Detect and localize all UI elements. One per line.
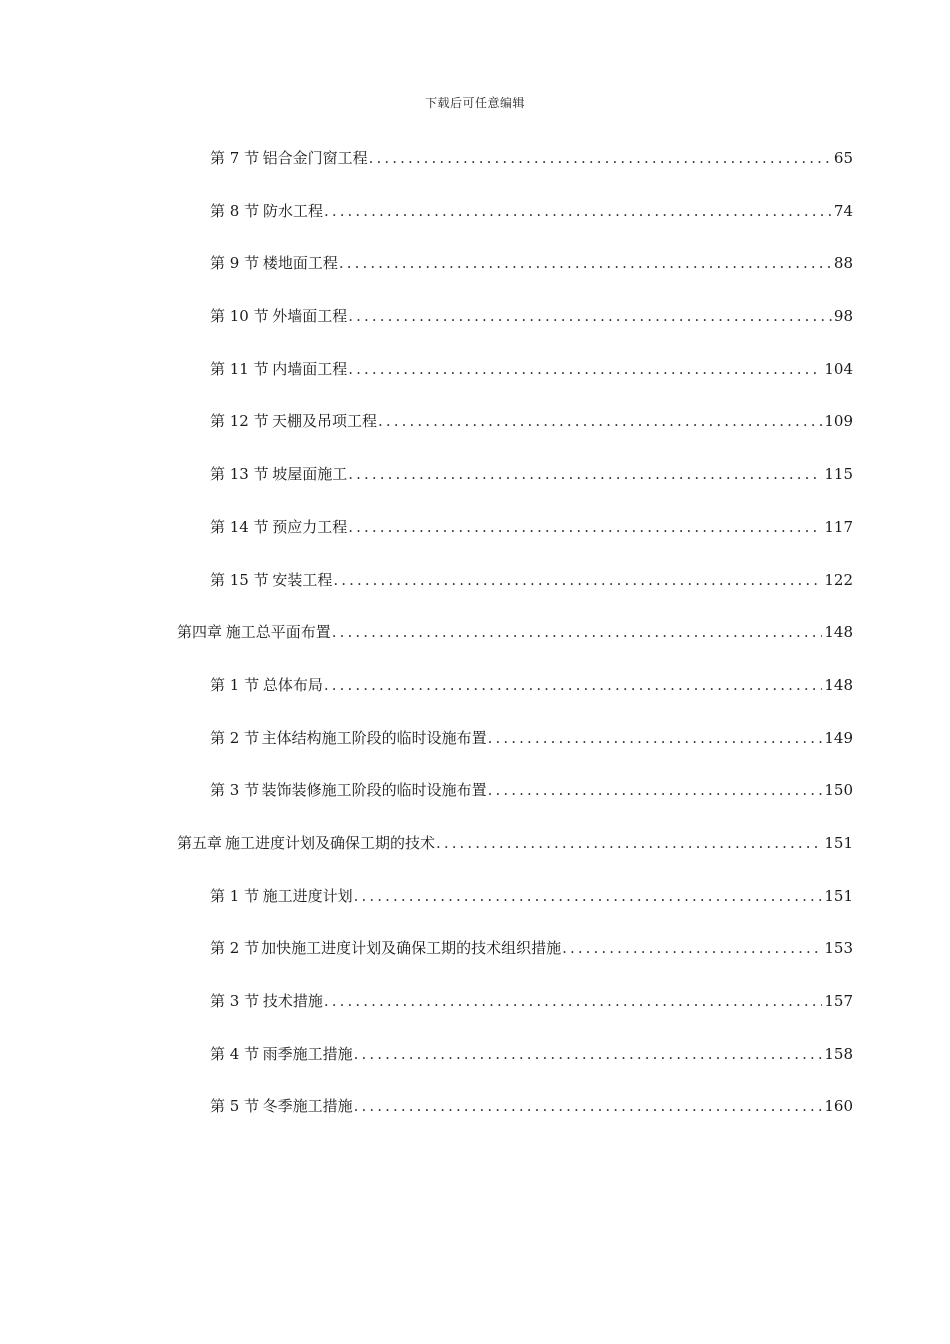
toc-entry-title: 防水工程 bbox=[262, 201, 323, 220]
toc-entry-title: 雨季施工措施 bbox=[262, 1044, 353, 1063]
toc-section-entry[interactable] bbox=[0, 568, 950, 621]
toc-section-entry[interactable] bbox=[0, 673, 950, 726]
toc-page-number: 158 bbox=[824, 1044, 853, 1063]
toc-entry-number: 第 7 节 bbox=[210, 149, 260, 167]
toc-entry-title: 铝合金门窗工程 bbox=[262, 149, 368, 167]
toc-section-entry[interactable] bbox=[0, 462, 950, 515]
toc-entry-number: 第 5 节 bbox=[210, 1097, 260, 1116]
toc-entry-line bbox=[210, 304, 853, 328]
toc-section-entry[interactable] bbox=[0, 726, 950, 779]
toc-section-entry[interactable] bbox=[0, 989, 950, 1042]
toc-chapter-entry[interactable] bbox=[0, 620, 950, 673]
toc-entry-title: 预应力工程 bbox=[272, 517, 348, 536]
toc-dot-leader bbox=[348, 462, 822, 486]
toc-entry-line bbox=[210, 884, 853, 908]
toc-entry-title: 楼地面工程 bbox=[262, 254, 338, 273]
toc-dot-leader bbox=[369, 146, 832, 170]
toc-entry-number: 第 1 节 bbox=[210, 886, 260, 905]
toc-page-number: 115 bbox=[824, 465, 853, 484]
toc-entry-number: 第 9 节 bbox=[210, 254, 260, 273]
toc-section-entry[interactable] bbox=[0, 146, 950, 199]
toc-page-number: 74 bbox=[833, 201, 853, 220]
toc-entry-number: 第 2 节 bbox=[210, 939, 260, 958]
toc-entry-line bbox=[210, 726, 853, 750]
toc-entry-number: 第 8 节 bbox=[210, 201, 260, 220]
toc-entry-line bbox=[210, 778, 853, 802]
toc-entry-number: 第 15 节 bbox=[210, 570, 269, 589]
toc-entry-line bbox=[210, 1094, 853, 1118]
toc-section-entry[interactable] bbox=[0, 1094, 950, 1147]
toc-section-entry[interactable] bbox=[0, 357, 950, 410]
toc-dot-leader bbox=[436, 831, 822, 855]
toc-entry-number: 第 1 节 bbox=[210, 675, 260, 694]
toc-entry-title: 外墙面工程 bbox=[272, 307, 348, 326]
toc-page-number: 149 bbox=[824, 728, 853, 747]
toc-dot-leader bbox=[354, 884, 823, 908]
table-of-contents bbox=[0, 146, 950, 1147]
toc-entry-number: 第 2 节 bbox=[210, 728, 260, 747]
toc-page-number: 117 bbox=[824, 517, 853, 536]
toc-dot-leader bbox=[324, 199, 832, 223]
toc-page-number: 65 bbox=[833, 149, 853, 167]
toc-dot-leader bbox=[339, 251, 832, 275]
toc-entry-number: 第 4 节 bbox=[210, 1044, 260, 1063]
toc-entry-line bbox=[210, 989, 853, 1013]
toc-dot-leader bbox=[378, 409, 822, 433]
toc-entry-title: 天棚及吊项工程 bbox=[271, 412, 377, 431]
toc-dot-leader bbox=[488, 726, 823, 750]
toc-entry-line bbox=[210, 1042, 853, 1066]
toc-page-number: 150 bbox=[824, 781, 853, 800]
toc-page-number: 98 bbox=[833, 307, 853, 326]
toc-page-number: 148 bbox=[824, 623, 853, 642]
toc-page-number: 122 bbox=[824, 570, 853, 589]
toc-entry-line bbox=[210, 462, 853, 486]
toc-page-number: 88 bbox=[833, 254, 853, 273]
toc-section-entry[interactable] bbox=[0, 409, 950, 462]
toc-entry-line bbox=[177, 831, 853, 855]
toc-entry-title: 坡屋面施工 bbox=[272, 465, 348, 484]
toc-dot-leader bbox=[324, 673, 822, 697]
toc-entry-title: 施工总平面布置 bbox=[225, 623, 331, 642]
toc-section-entry[interactable] bbox=[0, 304, 950, 357]
toc-dot-leader bbox=[562, 936, 822, 960]
toc-dot-leader bbox=[348, 357, 822, 381]
toc-section-entry[interactable] bbox=[0, 778, 950, 831]
toc-entry-title: 安装工程 bbox=[272, 570, 333, 589]
toc-section-entry[interactable] bbox=[0, 515, 950, 568]
toc-entry-line bbox=[210, 409, 853, 433]
toc-dot-leader bbox=[333, 568, 822, 592]
toc-entry-number: 第五章 bbox=[177, 833, 223, 852]
toc-entry-title: 加快施工进度计划及确保工期的技术组织措施 bbox=[261, 939, 562, 958]
toc-entry-number: 第 12 节 bbox=[210, 412, 269, 431]
toc-dot-leader bbox=[348, 304, 832, 328]
toc-entry-number: 第 3 节 bbox=[210, 781, 260, 800]
toc-entry-title: 施工进度计划及确保工期的技术 bbox=[224, 833, 435, 852]
toc-dot-leader bbox=[348, 515, 822, 539]
toc-entry-line bbox=[210, 515, 853, 539]
toc-entry-number: 第 10 节 bbox=[210, 307, 269, 326]
toc-entry-title: 主体结构施工阶段的临时设施布置 bbox=[261, 728, 487, 747]
toc-entry-line bbox=[210, 251, 853, 275]
toc-dot-leader bbox=[332, 620, 823, 644]
toc-section-entry[interactable] bbox=[0, 1042, 950, 1095]
toc-entry-number: 第四章 bbox=[177, 623, 223, 642]
toc-entry-title: 施工进度计划 bbox=[262, 886, 353, 905]
toc-dot-leader bbox=[488, 778, 823, 802]
toc-chapter-entry[interactable] bbox=[0, 831, 950, 884]
toc-entry-title: 内墙面工程 bbox=[272, 359, 348, 378]
toc-dot-leader bbox=[354, 1094, 823, 1118]
toc-entry-title: 装饰装修施工阶段的临时设施布置 bbox=[261, 781, 487, 800]
toc-entry-number: 第 13 节 bbox=[210, 465, 269, 484]
toc-dot-leader bbox=[354, 1042, 823, 1066]
toc-entry-title: 总体布局 bbox=[262, 675, 323, 694]
toc-entry-number: 第 14 节 bbox=[210, 517, 269, 536]
toc-entry-line bbox=[210, 357, 853, 381]
toc-page-number: 148 bbox=[824, 675, 853, 694]
toc-page-number: 109 bbox=[824, 412, 853, 431]
toc-entry-title: 冬季施工措施 bbox=[262, 1097, 353, 1116]
toc-entry-line bbox=[210, 673, 853, 697]
toc-entry-number: 第 11 节 bbox=[210, 359, 269, 378]
toc-page-number: 160 bbox=[824, 1097, 853, 1116]
toc-page-number: 151 bbox=[824, 886, 853, 905]
toc-page-number: 157 bbox=[824, 992, 853, 1010]
page-header: 下载后可任意编辑 bbox=[424, 96, 525, 110]
toc-page-number: 151 bbox=[824, 833, 853, 852]
toc-entry-line bbox=[177, 620, 853, 644]
toc-page-number: 104 bbox=[824, 359, 853, 378]
toc-entry-line bbox=[210, 199, 853, 223]
toc-section-entry[interactable] bbox=[0, 199, 950, 252]
toc-section-entry[interactable] bbox=[0, 884, 950, 937]
toc-section-entry[interactable] bbox=[0, 251, 950, 304]
toc-section-entry[interactable] bbox=[0, 936, 950, 989]
toc-dot-leader bbox=[324, 989, 822, 1013]
toc-page-number: 153 bbox=[824, 939, 853, 958]
toc-entry-line bbox=[210, 936, 853, 960]
toc-entry-number: 第 3 节 bbox=[210, 992, 260, 1010]
toc-entry-title: 技术措施 bbox=[262, 992, 323, 1010]
toc-entry-line bbox=[210, 146, 853, 170]
toc-entry-line bbox=[210, 568, 853, 592]
